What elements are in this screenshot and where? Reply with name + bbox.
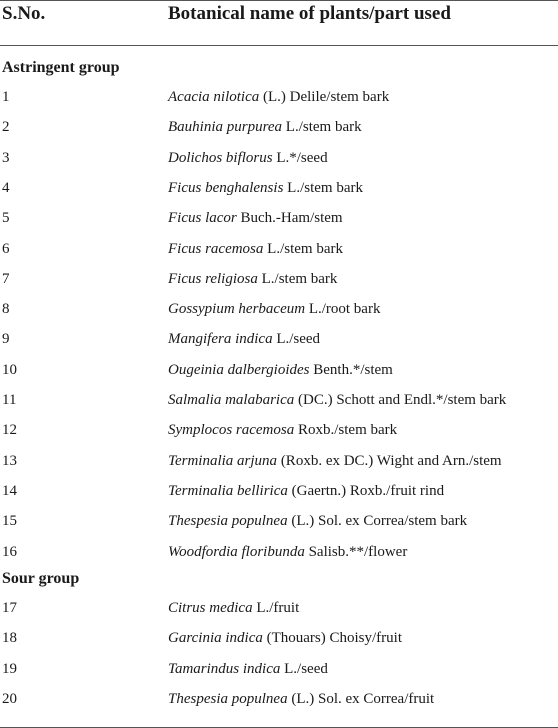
row-number: 5 <box>2 210 10 227</box>
authority-and-part: L./seed <box>280 660 328 677</box>
table-row <box>0 87 558 107</box>
botanical-name <box>168 239 343 259</box>
species-name: Terminalia bellirica <box>168 482 288 499</box>
row-number: 4 <box>2 179 10 196</box>
table-row <box>0 420 558 440</box>
header-rule <box>0 45 558 46</box>
table-row <box>0 598 558 618</box>
group-title: Astringent group <box>2 59 120 76</box>
botanical-name <box>168 420 397 440</box>
authority-and-part: L./fruit <box>252 600 300 616</box>
species-name: Ougeinia dalbergioides <box>168 361 310 378</box>
botanical-name <box>168 451 502 471</box>
species-name: Ficus racemosa <box>168 240 264 257</box>
species-name: Thespesia populnea <box>168 690 288 707</box>
species-name: Thespesia populnea <box>168 513 288 530</box>
row-number: 20 <box>2 690 17 707</box>
authority-and-part: (L.) Sol. ex Correa/stem bark <box>287 513 468 530</box>
authority-and-part: Salisb.**/flower <box>304 543 408 560</box>
species-name: Dolichos biflorus <box>168 149 273 166</box>
group-title: Sour group <box>2 570 80 587</box>
table-row <box>0 689 558 709</box>
botanical-name <box>168 598 299 618</box>
botanical-name <box>168 208 343 228</box>
authority-and-part: (L.) Sol. ex Correa/fruit <box>287 690 435 707</box>
row-number: 2 <box>2 119 10 136</box>
table-row <box>0 542 558 562</box>
botanical-name <box>168 542 407 562</box>
row-number: 6 <box>2 240 10 257</box>
table-row <box>0 299 558 319</box>
botanical-name <box>168 659 328 679</box>
species-name: Symplocos racemosa <box>168 422 295 439</box>
table-row <box>0 329 558 349</box>
species-name: Acacia nilotica <box>168 89 260 105</box>
authority-and-part: L./stem bark <box>283 179 363 196</box>
row-number: 18 <box>2 630 17 647</box>
authority-and-part: (L.) Delile/stem bark <box>259 89 390 105</box>
table-row <box>0 481 558 501</box>
row-number: 8 <box>2 301 10 318</box>
authority-and-part: Roxb./stem bark <box>294 422 398 439</box>
column-header-botanical-name: Botanical name of plants/part used <box>168 3 451 24</box>
row-number: 10 <box>2 361 17 378</box>
row-number: 14 <box>2 482 17 499</box>
botanical-name <box>168 481 444 501</box>
botanical-name <box>168 299 380 319</box>
species-name: Ficus benghalensis <box>168 179 284 196</box>
table-row <box>0 178 558 198</box>
row-number: 19 <box>2 660 17 677</box>
botanical-name <box>168 360 393 380</box>
botanical-name <box>168 117 362 137</box>
authority-and-part: Benth.*/stem <box>309 361 393 378</box>
botanical-name <box>168 390 506 410</box>
table-row <box>0 511 558 531</box>
row-number: 7 <box>2 270 10 287</box>
row-number: 3 <box>2 149 10 166</box>
authority-and-part: L./stem bark <box>263 240 343 257</box>
species-name: Salmalia malabarica <box>168 392 295 408</box>
table-row <box>0 659 558 679</box>
authority-and-part: L.*/seed <box>272 149 328 166</box>
botanical-name <box>168 511 467 531</box>
column-header-sno: S.No. <box>2 3 46 24</box>
species-name: Gossypium herbaceum <box>168 301 306 318</box>
authority-and-part: L./stem bark <box>257 270 338 287</box>
row-number: 11 <box>2 392 17 408</box>
table-row <box>0 628 558 648</box>
table-row <box>0 148 558 168</box>
table-row <box>0 269 558 289</box>
row-number: 15 <box>2 513 17 530</box>
species-name: Ficus lacor <box>168 210 237 227</box>
table-row <box>0 117 558 137</box>
table-row <box>0 239 558 259</box>
species-name: Mangifera indica <box>168 331 273 348</box>
row-number: 9 <box>2 331 10 348</box>
authority-and-part: (Gaertn.) Roxb./fruit rind <box>287 482 445 499</box>
row-number: 13 <box>2 452 17 469</box>
species-name: Tamarindus indica <box>168 660 281 677</box>
species-name: Garcinia indica <box>168 630 263 647</box>
row-number: 1 <box>2 89 10 105</box>
table-row <box>0 390 558 410</box>
authority-and-part: L./stem bark <box>282 119 362 136</box>
botanical-name <box>168 178 363 198</box>
botanical-name <box>168 628 402 648</box>
authority-and-part: (Thouars) Choisy/fruit <box>262 630 403 647</box>
species-name: Citrus medica <box>168 600 253 616</box>
row-number: 17 <box>2 600 17 616</box>
species-name: Ficus religiosa <box>168 270 258 287</box>
species-name: Terminalia arjuna <box>168 452 278 469</box>
table-row <box>0 360 558 380</box>
species-name: Woodfordia floribunda <box>168 543 305 560</box>
species-name: Bauhinia purpurea <box>168 119 283 136</box>
authority-and-part: (Roxb. ex DC.) Wight and Arn./stem <box>277 452 502 469</box>
botanical-name <box>168 148 328 168</box>
authority-and-part: L./root bark <box>305 301 381 318</box>
table-row <box>0 208 558 228</box>
botanical-name <box>168 329 320 349</box>
authority-and-part: (DC.) Schott and Endl.*/stem bark <box>294 392 507 408</box>
row-number: 12 <box>2 422 17 439</box>
authority-and-part: L./seed <box>272 331 321 348</box>
botanical-name <box>168 269 337 289</box>
authority-and-part: Buch.-Ham/stem <box>236 210 343 227</box>
table-row <box>0 451 558 471</box>
row-number: 16 <box>2 543 17 560</box>
botanical-name <box>168 87 389 107</box>
botanical-name <box>168 689 434 709</box>
